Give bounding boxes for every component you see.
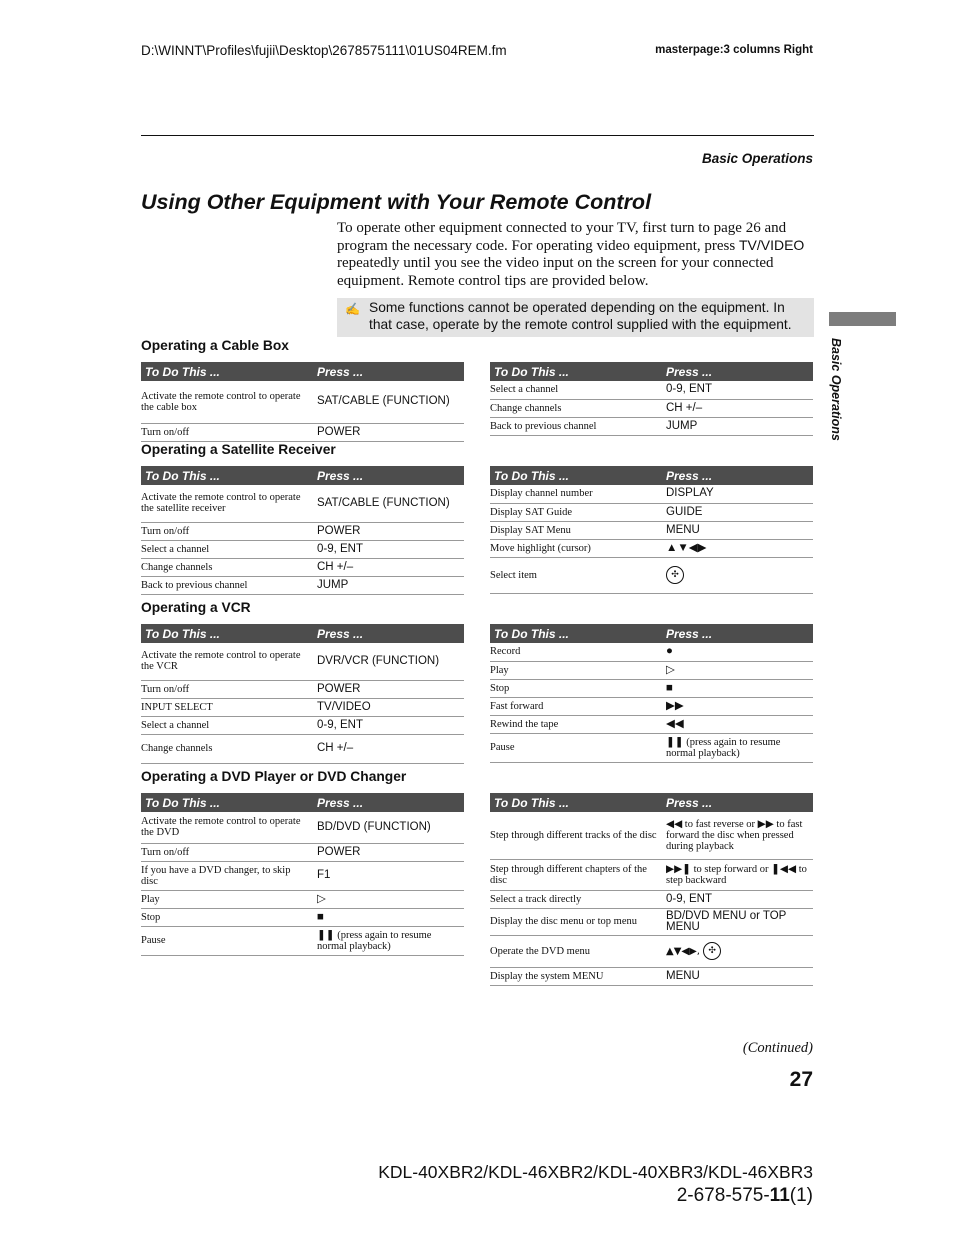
press-cell: TV/VIDEO [313,698,464,716]
table-row [141,812,464,843]
action-cell: Fast forward [490,697,662,715]
press-cell: ▲▼◀▶, ✣ [662,935,813,967]
action-cell: Record [490,643,662,661]
press-cell: POWER [313,423,464,441]
note-text: Some functions cannot be operated depending on the equipment. In that case, operate by the remote control supplied with the equipment. [369,300,792,332]
press-cell: 0-9, ENT [662,890,813,908]
press-cell: POWER [313,843,464,861]
table-row [141,576,464,594]
column-header-press: Press ... [662,624,813,643]
table-row [490,967,813,985]
press-cell: ❚❚ (press again to resume normal playback) [662,733,813,762]
model-numbers: KDL-40XBR2/KDL-46XBR2/KDL-40XBR3/KDL-46XBR3 [378,1162,813,1182]
press-cell: ● [662,643,813,661]
table-header-row [141,793,464,812]
header-rule [141,135,814,136]
action-cell: Operate the DVD menu [490,935,662,967]
press-cell: CH +/– [662,399,813,417]
press-cell: MENU [662,967,813,985]
press-cell: ■ [313,908,464,926]
press-cell: CH +/– [313,558,464,576]
select-dial-icon: ✣ [703,942,721,960]
press-cell: ▲▼◀▶ [662,539,813,557]
table-row [490,715,813,733]
action-cell: Back to previous channel [141,576,313,594]
action-cell: Move highlight (cursor) [490,539,662,557]
table-header-row [490,466,813,485]
table-row [141,381,464,423]
action-cell: Display channel number [490,485,662,503]
action-cell: Step through different tracks of the disc [490,812,662,859]
action-cell: Change channels [141,558,313,576]
intro-text-1: To operate other equipment connected to your TV, first turn to page 26 and program the necessary code. For operating video equipment, press [337,220,787,255]
press-cell: 0-9, ENT [313,716,464,734]
table-dvd-right [490,793,813,986]
table-header-row [490,793,813,812]
table-satellite-right [490,466,813,594]
action-cell: Play [490,661,662,679]
table-row [141,926,464,955]
column-header-press: Press ... [313,466,464,485]
table-dvd-left [141,793,464,956]
column-header-action: To Do This ... [490,466,662,485]
column-header-press: Press ... [662,793,813,812]
press-cell: JUMP [313,576,464,594]
side-label: Basic Operations [829,338,843,441]
column-header-press: Press ... [313,793,464,812]
action-cell: Pause [141,926,313,955]
action-cell: Display SAT Menu [490,521,662,539]
table-row [141,643,464,680]
subheading-cable: Operating a Cable Box [141,338,289,353]
column-header-action: To Do This ... [490,624,662,643]
press-cell: ◀◀ to fast reverse or ▶▶ to fast forward the disc when pressed during playback [662,812,813,859]
press-cell: 0-9, ENT [662,381,813,399]
table-row [490,679,813,697]
press-cell: ■ [662,679,813,697]
column-header-action: To Do This ... [141,362,313,381]
action-cell: Change channels [490,399,662,417]
subheading-dvd: Operating a DVD Player or DVD Changer [141,769,407,784]
column-header-press: Press ... [313,624,464,643]
continued-label: (Continued) [742,1040,813,1056]
table-row [490,908,813,935]
press-cell: ▶▶❚ to step forward or ❚◀◀ to step backward [662,859,813,890]
table-row [490,557,813,593]
table-row [141,485,464,522]
table-row [490,503,813,521]
table-row [141,843,464,861]
action-cell: Select a channel [141,716,313,734]
section-heading: Basic Operations [701,151,813,166]
action-cell: Display the system MENU [490,967,662,985]
press-cell: JUMP [662,417,813,435]
action-cell: Turn on/off [141,423,313,441]
action-cell: Select item [490,557,662,593]
column-header-press: Press ... [313,362,464,381]
table-vcr-right [490,624,813,763]
table-row [141,734,464,763]
side-tab-marker [829,312,896,326]
table-vcr-left [141,624,464,764]
part-number: 2-678-575-11(1) [676,1185,813,1206]
table-header-row [141,362,464,381]
table-header-row [490,624,813,643]
press-cell: ❚❚ (press again to resume normal playback) [313,926,464,955]
table-row [141,861,464,890]
table-row [490,935,813,967]
tv-video-button-name: TV/VIDEO [738,237,805,254]
select-dial-icon: ✣ [666,566,684,584]
table-row [141,890,464,908]
press-cell: 0-9, ENT [313,540,464,558]
action-cell: Display SAT Guide [490,503,662,521]
table-cable-right [490,362,813,436]
press-cell: ▷ [662,661,813,679]
action-cell: Step through different chapters of the disc [490,859,662,890]
table-row [141,908,464,926]
press-cell: POWER [313,680,464,698]
table-row [490,521,813,539]
action-cell: Rewind the tape [490,715,662,733]
press-cell: SAT/CABLE (FUNCTION) [313,485,464,522]
note-box [337,298,814,337]
column-header-action: To Do This ... [490,362,662,381]
masterpage-label: masterpage:3 columns Right [655,44,813,56]
press-cell: DISPLAY [662,485,813,503]
press-cell: GUIDE [662,503,813,521]
table-row [490,643,813,661]
press-cell: POWER [313,522,464,540]
table-row [490,812,813,859]
action-cell: Pause [490,733,662,762]
file-path: D:\WINNT\Profiles\fujii\Desktop\2678575111\01US04REM.fm [141,43,507,58]
action-cell: If you have a DVD changer, to skip disc [141,861,313,890]
press-cell [662,557,813,593]
action-cell: Stop [490,679,662,697]
action-cell: Activate the remote control to operate the satellite receiver [141,485,313,522]
action-cell: Stop [141,908,313,926]
action-cell: Display the disc menu or top menu [490,908,662,935]
action-cell: Activate the remote control to operate the cable box [141,381,313,423]
table-row [490,697,813,715]
action-cell: Turn on/off [141,680,313,698]
action-cell: Play [141,890,313,908]
intro-paragraph [337,220,814,290]
press-cell: MENU [662,521,813,539]
action-cell: Turn on/off [141,522,313,540]
action-cell: Turn on/off [141,843,313,861]
table-row [141,680,464,698]
pencil-note-icon: ✍ [345,302,360,316]
press-cell: F1 [313,861,464,890]
table-header-row [141,466,464,485]
action-cell: Back to previous channel [490,417,662,435]
table-header-row [141,624,464,643]
press-cell: BD/DVD (FUNCTION) [313,812,464,843]
press-cell: BD/DVD MENU or TOP MENU [662,908,813,935]
table-row [490,539,813,557]
action-cell: Activate the remote control to operate the VCR [141,643,313,680]
press-cell: CH +/– [313,734,464,763]
press-cell: ◀◀ [662,715,813,733]
table-row [490,381,813,399]
table-row [141,522,464,540]
intro-text-2: repeatedly until you see the video input on the screen for your connected equipment. Remote control tips are provided below. [337,255,774,289]
table-row [141,716,464,734]
action-cell: Select a track directly [490,890,662,908]
column-header-action: To Do This ... [141,466,313,485]
table-row [490,890,813,908]
column-header-press: Press ... [662,466,813,485]
action-cell: Select a channel [490,381,662,399]
action-cell: Activate the remote control to operate the DVD [141,812,313,843]
table-row [490,417,813,435]
table-header-row [490,362,813,381]
column-header-action: To Do This ... [490,793,662,812]
table-row [490,399,813,417]
table-row [141,423,464,441]
action-cell: INPUT SELECT [141,698,313,716]
table-row [141,558,464,576]
action-cell: Select a channel [141,540,313,558]
page-number: 27 [789,1068,813,1091]
column-header-action: To Do This ... [141,624,313,643]
press-cell: ▶▶ [662,697,813,715]
table-row [490,661,813,679]
page-title: Using Other Equipment with Your Remote Control [141,190,652,214]
table-row [490,733,813,762]
press-cell: SAT/CABLE (FUNCTION) [313,381,464,423]
table-row [490,859,813,890]
press-cell: DVR/VCR (FUNCTION) [313,643,464,680]
table-satellite-left [141,466,464,595]
column-header-action: To Do This ... [141,793,313,812]
subheading-satellite: Operating a Satellite Receiver [141,442,336,457]
subheading-vcr: Operating a VCR [141,600,251,615]
table-row [141,540,464,558]
table-row [141,698,464,716]
action-cell: Change channels [141,734,313,763]
table-cable-left [141,362,464,442]
table-row [490,485,813,503]
press-cell: ▷ [313,890,464,908]
column-header-press: Press ... [662,362,813,381]
